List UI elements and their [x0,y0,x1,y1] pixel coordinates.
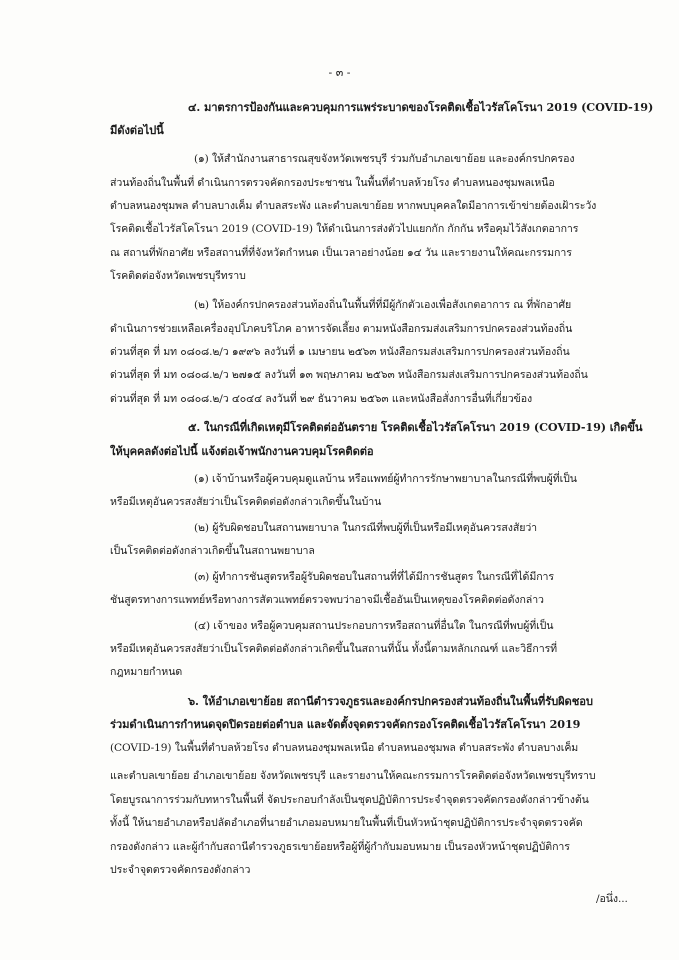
paragraph-line: ชันสูตรทางการแพทย์หรือทางการสัตวแพทย์ตรวจพบว่าอาจมีเชื้ออันเป็นเหตุของโรคติดต่อดังกล่าว [110,594,544,606]
continuation-marker: /อนึ่ง... [596,893,628,905]
paragraph-line: กฎหมายกำหนด [110,666,183,678]
paragraph-line: และตำบลเขาย้อย อำเภอเขาย้อย จังหวัดเพชรบุรี และรายงานให้คณะกรรมการโรคติดต่อจังหวัดเพชรบุรีทราบ [110,770,596,782]
paragraph-line: ด่วนที่สุด ที่ มท ๐๘๐๘.๒/ว ๒๗๑๕ ลงวันที่ ๑๓ พฤษภาคม ๒๕๖๓ หนังสือกรมส่งเสริมการปกครองส่วนท้องถิ่น [110,369,588,381]
page-number: - ๓ - [328,66,351,79]
paragraph-line: หรือมีเหตุอันควรสงสัยว่าเป็นโรคติดต่อดังกล่าวเกิดขึ้นในสถานที่นั้น ทั้งนี้ตามหลักเกณฑ์ และวิธีการที่ [110,643,558,655]
paragraph-line: (COVID-19) ในพื้นที่ตำบลห้วยโรง ตำบลหนองชุมพลเหนือ ตำบลหนองชุมพล ตำบลสระพัง ตำบลบางเค็ม [110,742,579,754]
paragraph-line: ดำเนินการช่วยเหลือเครื่องอุปโภคบริโภค อาหารจัดเลี้ยง ตามหนังสือกรมส่งเสริมการปกครองส่วนท้องถิ่น [110,323,573,335]
section-6-heading-cont: ร่วมดำเนินการกำหนดจุดปิดรอยต่อตำบล และจัดตั้งจุดตรวจคัดกรองโรคติดเชื้อไวรัสโคโรนา 2019 [110,717,581,731]
paragraph-line: (๒) ผู้รับผิดชอบในสถานพยาบาล ในกรณีที่พบผู้ที่เป็นหรือมีเหตุอันควรสงสัยว่า [194,522,538,534]
paragraph-line: โรคติดต่อจังหวัดเพชรบุรีทราบ [110,270,246,282]
paragraph-line: โดยบูรณาการร่วมกับทหารในพื้นที่ จัดประกอบกำลังเป็นชุดปฏิบัติการประจำจุดตรวจคัดกรองดังกล่าวข้างต้น [110,794,589,806]
paragraph-line: (๑) เจ้าบ้านหรือผู้ควบคุมดูแลบ้าน หรือแพทย์ผู้ทำการรักษาพยาบาลในกรณีที่พบผู้ที่เป็น [194,473,577,485]
paragraph-line: ทั้งนี้ ให้นายอำเภอหรือปลัดอำเภอที่นายอำเภอมอบหมายในพื้นที่เป็นหัวหน้าชุดปฏิบัติการประจำจุดตรวจคัด [110,817,583,829]
paragraph-line: ณ สถานที่พักอาศัย หรือสถานที่ที่จังหวัดกำหนด เป็นเวลาอย่างน้อย ๑๔ วัน และรายงานให้คณะกรรมการ [110,247,572,259]
section-4-heading-cont: มีดังต่อไปนี้ [110,123,164,137]
paragraph-line: ด่วนที่สุด ที่ มท ๐๘๐๘.๒/ว ๑๙๙๖ ลงวันที่ ๑ เมษายน ๒๕๖๓ หนังสือกรมส่งเสริมการปกครองส่วนท้องถิ่น [110,346,570,358]
paragraph-line: ส่วนท้องถิ่นในพื้นที่ ดำเนินการตรวจคัดกรองประชาชน ในพื้นที่ตำบลห้วยโรง ตำบลหนองชุมพลเหนือ [110,177,555,189]
paragraph-line: เป็นโรคติดต่อดังกล่าวเกิดขึ้นในสถานพยาบาล [110,545,315,557]
section-5-heading: ๕. ในกรณีที่เกิดเหตุมีโรคติดต่ออันตราย โรคติดเชื้อไวรัสโคโรนา 2019 (COVID-19) เกิดขึ้น [188,420,643,434]
paragraph-line: (๑) ให้สำนักงานสาธารณสุขจังหวัดเพชรบุรี ร่วมกับอำเภอเขาย้อย และองค์กรปกครอง [194,153,575,165]
paragraph-line: ตำบลหนองชุมพล ตำบลบางเค็ม ตำบลสระพัง และตำบลเขาย้อย หากพบบุคคลใดมีอาการเข้าข่ายต้องเฝ้าระวัง [110,200,597,212]
section-5-heading-cont: ให้บุคคลดังต่อไปนี้ แจ้งต่อเจ้าพนักงานควบคุมโรคติดต่อ [110,444,374,458]
paragraph-line: กรองดังกล่าว และผู้กำกับสถานีตำรวจภูธรเขาย้อยหรือผู้ที่ผู้กำกับมอบหมาย เป็นรองหัวหน้าชุดปฏิบัติการ [110,841,570,853]
paragraph-line: ด่วนที่สุด ที่ มท ๐๘๐๘.๒/ว ๔๐๔๔ ลงวันที่ ๒๙ ธันวาคม ๒๕๖๓ และหนังสือสั่งการอื่นที่เกี่ยวข้อง [110,393,533,405]
paragraph-line: (๒) ให้องค์กรปกครองส่วนท้องถิ่นในพื้นที่ที่มีผู้กักตัวเองเพื่อสังเกตอาการ ณ ที่พักอาศัย [194,299,572,311]
paragraph-line: ประจำจุดตรวจคัดกรองดังกล่าว [110,864,251,876]
paragraph-line: (๔) เจ้าของ หรือผู้ควบคุมสถานประกอบการหรือสถานที่อื่นใด ในกรณีที่พบผู้ที่เป็น [194,620,554,632]
paragraph-line: โรคติดเชื้อไวรัสโคโรนา 2019 (COVID-19) ให้ดำเนินการส่งตัวไปแยกกัก กักกัน หรือคุมไว้สังเกตอาการ [110,223,579,235]
paragraph-line: หรือมีเหตุอันควรสงสัยว่าเป็นโรคติดต่อดังกล่าวเกิดขึ้นในบ้าน [110,496,382,508]
section-6-heading: ๖. ให้อำเภอเขาย้อย สถานีตำรวจภูธรและองค์กรปกครองส่วนท้องถิ่นในพื้นที่รับผิดชอบ [188,694,593,708]
section-4-heading: ๔. มาตรการป้องกันและควบคุมการแพร่ระบาดของโรคติดเชื้อไวรัสโคโรนา 2019 (COVID-19) [188,100,654,114]
paragraph-line: (๓) ผู้ทำการชันสูตรหรือผู้รับผิดชอบในสถานที่ที่ได้มีการชันสูตร ในกรณีที่ได้มีการ [194,571,554,583]
